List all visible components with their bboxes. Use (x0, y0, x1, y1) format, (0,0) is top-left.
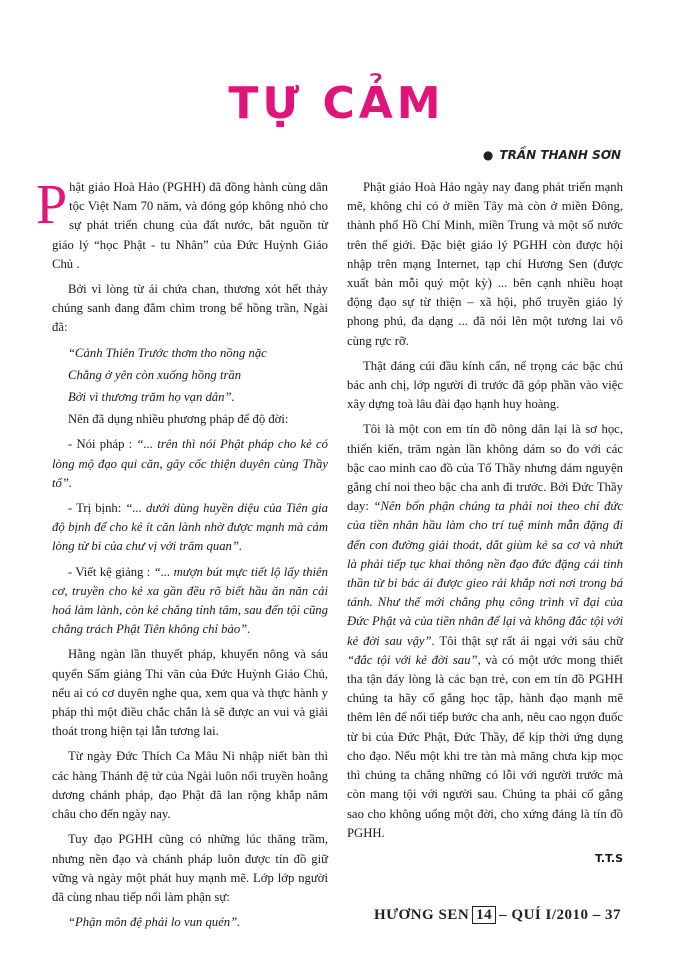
paragraph-text: Tôi thật sự rất ái ngại với sáu chữ (434, 633, 623, 648)
quote-text: “... trên thì nói Phật pháp cho kẻ có lòng mộ đạo qui căn, gây cốc thiện duyên cùng Thầy tổ”. (52, 437, 328, 490)
bullet-label: - Nói pháp : (68, 437, 137, 452)
bullet-label: - Viết kệ giảng : (68, 564, 154, 579)
verse-line: “Cảnh Thiên Trước thơm tho nồng nặc (68, 345, 267, 360)
verse-line: Bởi vì thương trăm họ vạn dân”. (68, 390, 235, 405)
paragraph: Bởi vì lòng từ ái chứa chan, thương xót hết thảy chúng sanh đang đắm chìm trong bể hồng trần, Ngài đã: (52, 282, 328, 335)
verse-line: Chẳng ở yên còn xuống hồng trần (68, 367, 242, 382)
quote-text: “Nên bổn phận chúng ta phải noi theo chí đức của tiền nhân hầu làm cho trí tuệ minh mẫn đặng đi đến con đường giải thoát, dắt giùm kẻ sa cơ và nhứt là phải tiếp tục khai thông nền đạo đức đặng cái tinh thần từ bi bác ái được gieo rải khắp nơi nơi trong bá tánh. Như thế mới chẳng phụ công trình vĩ đại của Đức Phật và của tiền nhân để lại và không đắc tội với kẻ đời sau vậy”. (347, 499, 623, 648)
issue-number: 14 (472, 906, 496, 924)
magazine-name: HƯƠNG SEN (373, 907, 470, 923)
bullet-paragraph (52, 435, 328, 493)
drop-cap: P (36, 174, 68, 236)
paragraph: Từ ngày Đức Thích Ca Mâu Ni nhập niết bàn thì các hàng Thánh đệ tử của Ngài luôn nối truyền hoằng dương chánh pháp, đạo Phật đã lan rộng khắp năm châu cho đến ngày nay. (52, 749, 328, 822)
quote-line: “Phận môn đệ phải lo vun quén”. (68, 915, 241, 930)
paragraph: Hằng ngàn lần thuyết pháp, khuyến nông và sáu quyển Sấm giảng Thi văn của Đức Huỳnh Giáo Chủ, nếu ai có cơ duyên nghe qua, xem qua và thực hành y pháp thì một điều chắc chắn là sẽ được an vui và giải thoát trong hiện tại lẫn tương lai. (52, 647, 328, 739)
paragraph (36, 174, 328, 274)
issue-date-page: – QUÍ I/2010 – 37 (499, 907, 621, 923)
author-byline (483, 148, 621, 162)
paragraph: Phật giáo Hoà Hảo ngày nay đang phát triển mạnh mẽ, không chỉ có ở miền Tây mà còn ở miền Đông, thành phố Hồ Chí Minh, miền Trung và một số nước trên thế giới. Đặc biệt giáo lý PGHH còn được hội nhập trên mạng Internet, tạp chí Hương Sen (được xuất bản mỗi quý một kỳ) ... bên cạnh nhiều hoạt động đạo sự từ thiện – xã hội, phổ truyền giáo lý phong phú, đa dạng ... đã nói lên một tương lai vô cùng rực rỡ. (347, 180, 623, 348)
right-column (347, 178, 623, 868)
quote-text: “... dưới dùng huyền diệu của Tiên gia độ bịnh để cho kẻ ít căn lành nhờ được mạnh mà cảm lòng từ bi của chư vị với trăm quan”. (52, 501, 329, 554)
author-name: TRẦN THANH SƠN (499, 148, 621, 162)
article-title: TỰ CẢM (228, 78, 445, 129)
bullet-icon: ● (482, 148, 494, 162)
paragraph (347, 420, 623, 842)
paragraph: Nên đã dụng nhiều phương pháp để độ đời: (68, 412, 289, 427)
paragraph: Tuy đạo PGHH cũng có những lúc thăng trầm, nhưng nền đạo và chánh pháp luôn được tín đồ giữ vững và ngày một phát huy mạnh mẽ. Lớp lớp người đã cùng nhau tiếp nối làm phận sự: (52, 832, 328, 904)
quote-text: “đắc tội với kẻ đời sau” (347, 652, 478, 667)
left-column (36, 174, 329, 938)
paragraph-text: , và có một ước mong thiết tha tận đáy lòng là các bạn trẻ, con em tín đồ PGHH chúng ta hãy cố gắng học tập, hành đạo mạnh mẽ thêm lên để nối tiếp bước cha anh, nêu cao ngọn đuốc từ bi của Đức Phật, Đức Thầy, để kịp thời ứng dụng cho đạo. Nếu một khi tre tàn mà măng chưa kịp mọc thì chúng ta chẳng những có lỗi với người trước mà còn mang tội với người sau. Chúng ta phải cố gắng sao cho không uổng một đời, cho xứng đáng là tín đồ PGHH. (347, 652, 624, 840)
bullet-paragraph (52, 563, 328, 640)
paragraph-text: Tôi là một con em tín đồ nông dân lại là sơ học, thiển kiến, trăm ngàn lần không dám so đo với các bậc cao minh cao đồ của Tổ Thầy nhưng dám nguyện gắng chí noi theo bậc cha anh đi trước. Bởi Đức Thầy dạy: (347, 422, 623, 514)
bullet-paragraph (52, 499, 328, 557)
paragraph-text: hật giáo Hoà Hảo (PGHH) đã đồng hành cùng dân tộc Việt Nam 70 năm, và đóng góp không nhỏ cho sự phát triển chung của đất nước, bắt nguồn từ giáo lý “học Phật - tu Nhân” của Đức Huỳnh Giáo Chủ . (52, 180, 328, 271)
paragraph: Thật đáng cúi đầu kính cẩn, nể trọng các bậc chú bác anh chị, lớp người đi trước đã góp phần vào việc xây dựng toà lâu đài đạo hạnh huy hoàng. (347, 358, 623, 412)
signature: T.T.S (595, 851, 623, 865)
quote-text: “... mượn bút mực tiết lộ lấy thiên cơ, truyền cho kẻ xa gần đều rõ biết hầu ăn năn cải hoá làm lành, còn kẻ chẳng tỉnh tâm, sau đến tội cũng chẳng trách Phật Tiên không chỉ bảo”. (52, 564, 329, 637)
page-footer (374, 906, 621, 924)
bullet-label: - Trị bịnh: (68, 501, 126, 516)
